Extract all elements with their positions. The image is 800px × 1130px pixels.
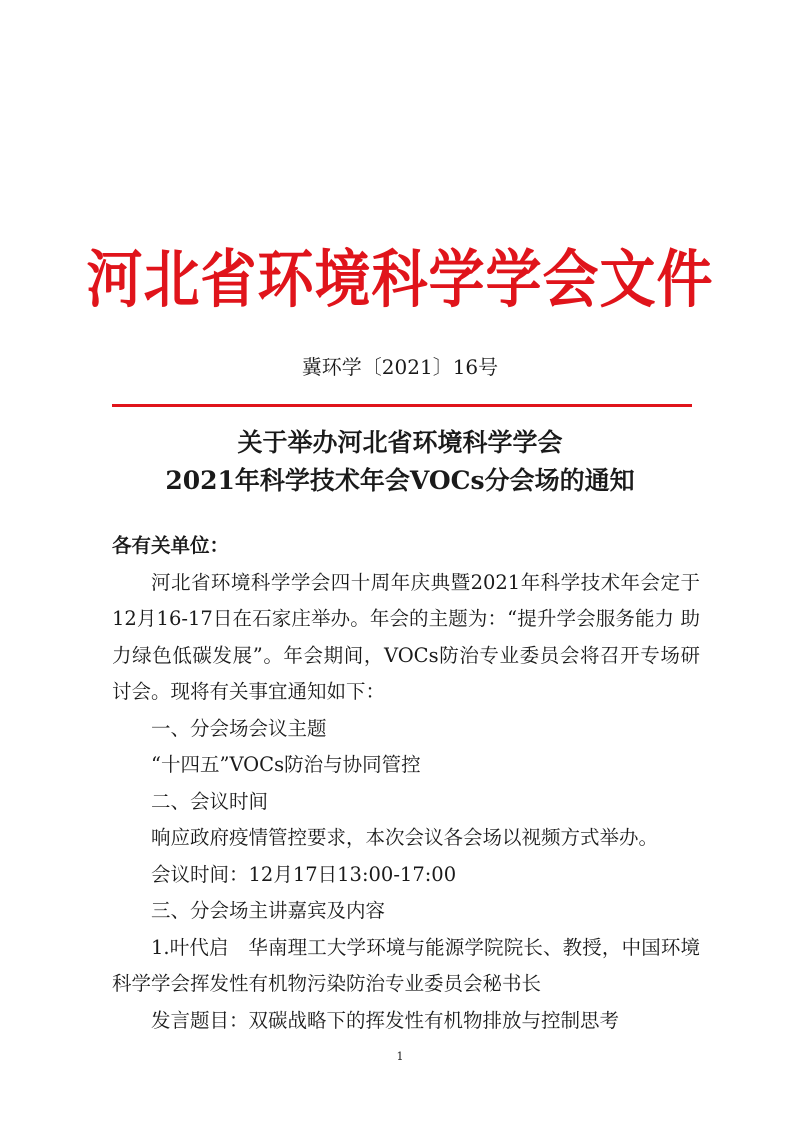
notice-title: [0, 424, 800, 500]
document-number: 冀环学〔2021〕16号: [301, 355, 499, 379]
red-divider-line: [112, 404, 692, 407]
intro-paragraph: 河北省环境科学学会四十周年庆典暨2021年科学技术年会定于12月16-17日在石家庄举办。年会的主题为：“提升学会服务能力 助力绿色低碳发展”。年会期间，VOCs防治专业委员会将召开专场研讨会。现将有关事宜通知如下：: [112, 570, 700, 703]
salutation: 各有关单位：: [112, 534, 230, 557]
section-1-content: “十四五”VOCs防治与协同管控: [151, 753, 421, 776]
speaker-1: 1.叶代启 华南理工大学环境与能源学院院长、教授，中国环境科学学会挥发性有机物污染防治专业委员会秘书长: [112, 935, 700, 995]
section-1-heading: 一、分会场会议主题: [151, 716, 327, 740]
speaker-1-topic: 发言题目：双碳战略下的挥发性有机物排放与控制思考: [151, 1008, 620, 1032]
section-2-heading: 二、会议时间: [151, 789, 269, 813]
meeting-time: 会议时间：12月17日13:00-17:00: [151, 862, 457, 886]
notice-body: [112, 528, 700, 1039]
notice-title-line-2: 2021年科学技术年会VOCs分会场的通知: [165, 466, 635, 495]
notice-title-line-1: 关于举办河北省环境科学学会: [237, 428, 563, 457]
section-2-content: 响应政府疫情管控要求，本次会议各会场以视频方式举办。: [151, 826, 659, 849]
document-header-title: 河北省环境科学学会文件: [86, 244, 714, 317]
section-3-heading: 三、分会场主讲嘉宾及内容: [151, 899, 386, 922]
page-number: 1: [396, 1050, 404, 1063]
